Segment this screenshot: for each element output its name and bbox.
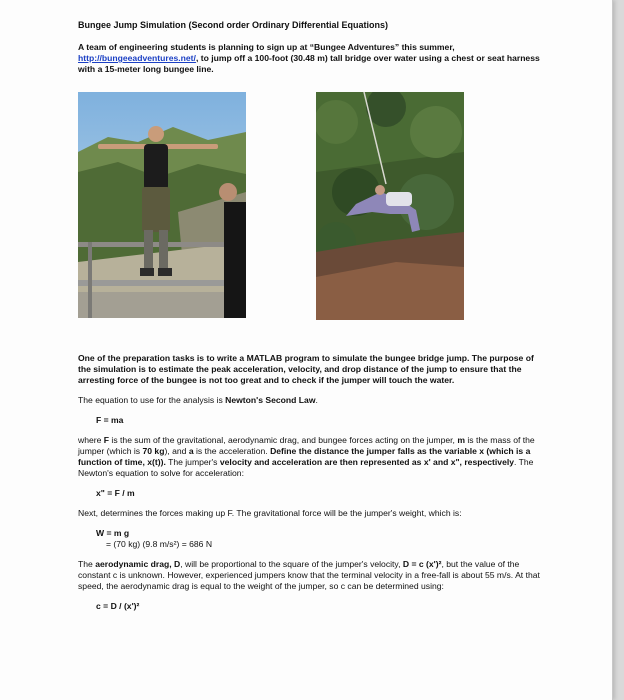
equation-weight: W = m g (96, 528, 130, 538)
bungee-adventures-link[interactable]: http://bungeeadventures.net/ (78, 53, 196, 63)
where-a: a (188, 446, 194, 456)
document-title: Bungee Jump Simulation (Second order Ordinary Differential Equations) (78, 20, 389, 30)
photo-jumper-hanging (316, 92, 464, 320)
drag-p3: , but the value of the constant c is unknown. However, experienced jumpers know that the terminal velocity in a free-fall is about 55 m/s. At that speed, the aerodynamic drag is equal to the weight of the jumper, so c can be determined using: (78, 559, 540, 591)
equation-weight-calc: = (70 kg) (9.8 m/s²) = 686 N (106, 539, 213, 549)
equation-acceleration: x" = F / m (96, 488, 135, 498)
equation-intro-end: . (315, 395, 318, 405)
where-p7: . The Newton's equation to solve for acceleration: (78, 457, 534, 478)
where-F: F (103, 435, 110, 445)
equation-c: c = D / (x')² (96, 601, 140, 611)
drag-p2: , will be proportional to the square of the jumper's velocity, (180, 559, 403, 569)
equation-intro (78, 395, 548, 406)
intro-text-end: , to jump off a 100-foot (30.48 m) tall bridge over water using a chest or seat harness with a 15-meter long bungee line. (78, 53, 540, 74)
where-p2: is the sum of the gravitational, aerodynamic drag, and bungee forces acting on the jumper, (109, 435, 458, 445)
intro-text-start: A team of engineering students is planning to sign up at “Bungee Adventures” this summer, (78, 42, 455, 52)
drag-paragraph (78, 559, 548, 592)
where-p5: is the acceleration. (193, 446, 271, 456)
where-p4: ), and (164, 446, 189, 456)
equation-intro-text: The equation to use for the analysis is (78, 395, 226, 405)
where-p1: where (78, 435, 104, 445)
photo-jumper-on-bridge (78, 92, 246, 318)
where-paragraph (78, 435, 548, 479)
drag-formula: D = c (x')² (402, 559, 442, 569)
drag-p1: The (78, 559, 96, 569)
purpose-paragraph: One of the preparation tasks is to write a MATLAB program to simulate the bungee bridge jump. The purpose of the simulation is to estimate the peak acceleration, velocity, and drop distance of the jump to ensure that the arresting force of the bungee is not too great and to check if the jumper will touch the water. (78, 353, 534, 385)
drag-label: aerodynamic drag, D (95, 559, 181, 569)
body-text (78, 353, 548, 612)
where-m: m (457, 435, 465, 445)
intro-paragraph (78, 42, 548, 75)
photos-row (78, 92, 548, 320)
where-definition: Define the distance the jumper falls as the variable x (which is a function of time, x(t)). (78, 446, 531, 467)
where-velocity: velocity and acceleration are then represented as x' and x", respectively (219, 457, 515, 467)
where-p6: The jumper's (165, 457, 220, 467)
forces-paragraph: Next, determines the forces making up F. The gravitational force will be the jumper's weight, which is: (78, 508, 462, 518)
where-mass: 70 kg (142, 446, 165, 456)
document-content (78, 20, 548, 611)
where-p3: is the mass of the jumper (which is (78, 435, 535, 456)
newtons-law-label: Newton's Second Law (225, 395, 316, 405)
equation-newton: F = ma (96, 415, 124, 425)
